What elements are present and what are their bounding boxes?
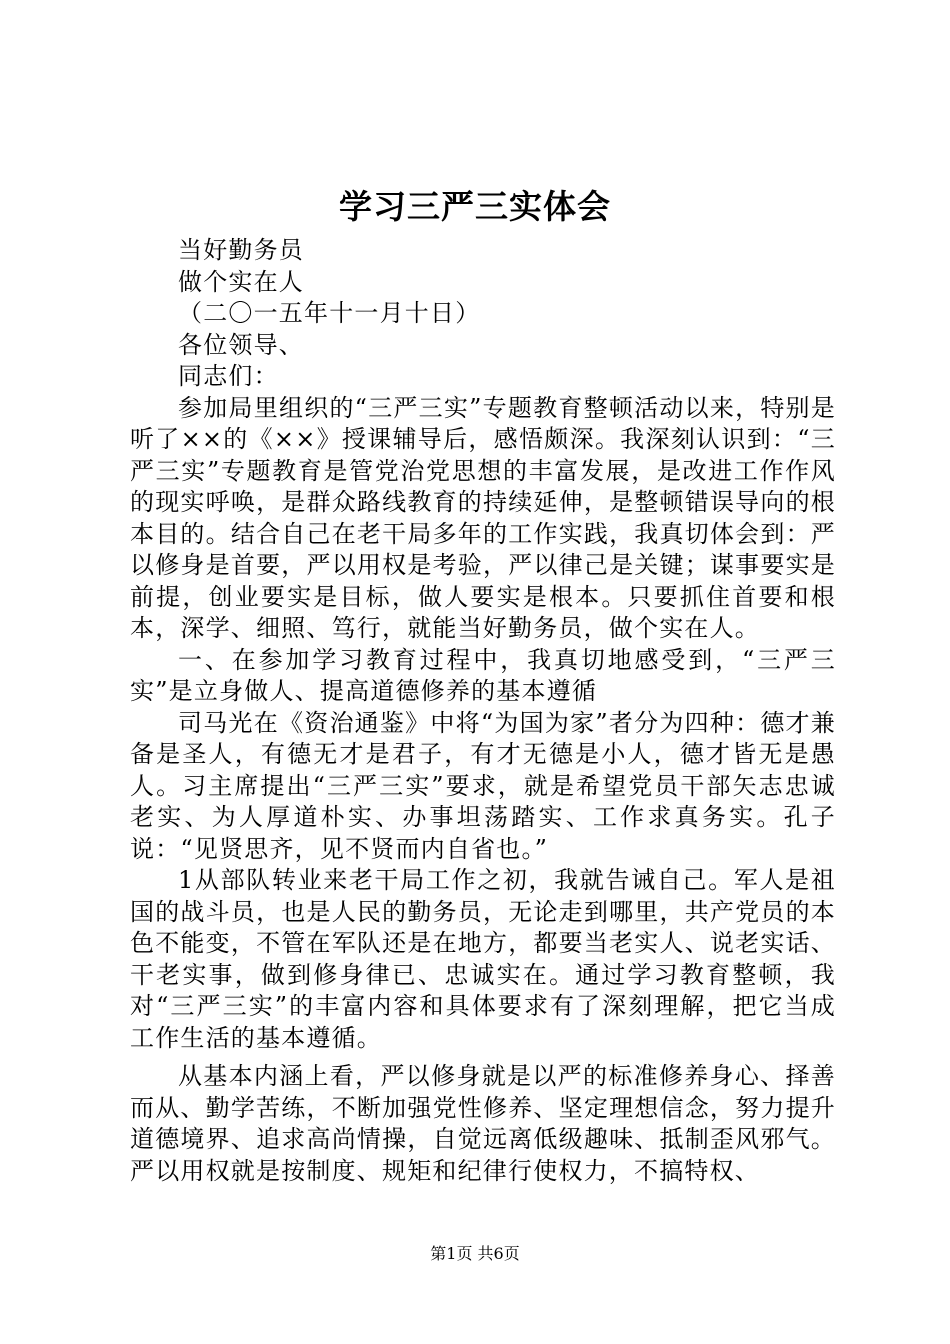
subtitle-line-1: 当好勤务员 (178, 236, 304, 264)
section-heading-1: 一、在参加学习教育过程中，我真切地感受到，“三严三实”是立身做人、提高道德修养的基本遵循 (130, 645, 836, 705)
document-body (130, 235, 836, 1187)
body-paragraph: 1从部队转业来老干局工作之初，我就告诫自己。军人是祖国的战斗员，也是人民的勤务员，无论走到哪里，共产党员的本色不能变，不管在军队还是在地方，都要当老实人、说老实话、干老实事，做到修身律已、忠诚实在。通过学习教育整顿，我对“三严三实”的丰富内容和具体要求有了深刻理解，把它当成工作生活的基本遵循。 (130, 866, 836, 1052)
document-title: 学习三严三实体会 (339, 187, 611, 226)
salutation-line-2: 同志们： (178, 362, 279, 390)
date-line: （二〇一五年十一月十日） (178, 299, 481, 327)
intro-paragraph: 参加局里组织的“三严三实”专题教育整顿活动以来，特别是听了××的《××》授课辅导后，感悟颇深。我深刻认识到：“三严三实”专题教育是管党治党思想的丰富发展，是改进工作作风的现实呼唤，是群众路线教育的持续延伸，是整顿错误导向的根本目的。结合自己在老干局多年的工作实践，我真切体会到：严以修身是首要，严以用权是考验，严以律己是关键；谋事要实是前提，创业要实是目标，做人要实是根本。只要抓住首要和根本，深学、细照、笃行，就能当好勤务员，做个实在人。 (130, 393, 836, 642)
salutation-line-1: 各位领导、 (178, 330, 304, 359)
page-number-footer: 第1页 共6页 (430, 1244, 520, 1263)
body-paragraph: 司马光在《资治通鉴》中将“为国为家”者分为四种：德才兼备是圣人，有德无才是君子，有才无德是小人，德才皆无是愚人。习主席提出“三严三实”要求，就是希望党员干部矢志忠诚老实、为人厚道朴实、办事坦荡踏实、工作求真务实。孔子说：“见贤思齐，见不贤而内自省也。” (130, 708, 836, 863)
subtitle-line-2: 做个实在人 (178, 267, 304, 296)
body-paragraph: 从基本内涵上看，严以修身就是以严的标准修养身心、择善而从、勤学苦练，不断加强党性修养、坚定理想信念，努力提升道德境界、追求高尚情操，自觉远离低级趣味、抵制歪风邪气。严以用权就是按制度、规矩和纪律行使权力，不搞特权、 (130, 1062, 836, 1185)
